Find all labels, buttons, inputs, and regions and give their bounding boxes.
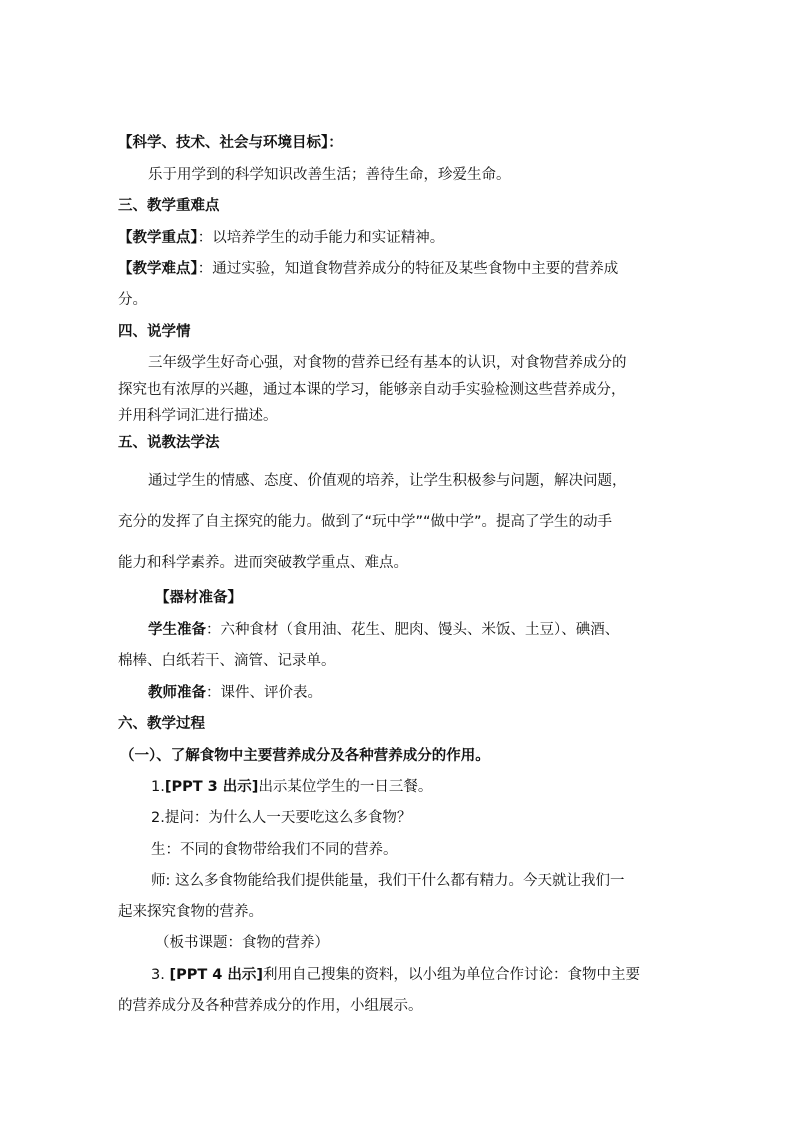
difficulty-line	[118, 259, 618, 279]
key-point-line	[118, 228, 444, 248]
student-answer-line: 生：不同的食物带给我们不同的营养。	[151, 842, 398, 858]
section-6-heading: 六、教学过程	[118, 716, 205, 732]
teacher-prep-text: ：课件、评价表。	[206, 685, 322, 701]
teacher-remark-line-2: 起来探究食物的营养。	[118, 904, 263, 920]
step-1-number: 1.	[151, 779, 165, 795]
subsection-1-heading: （一）、了解食物中主要营养成分及各种营养成分的作用。	[120, 748, 490, 764]
step-3-text: 利用自己搜集的资料，以小组为单位合作讨论：食物中主要	[263, 967, 641, 983]
student-prep-line	[148, 620, 619, 640]
section-3-heading: 三、教学重难点	[118, 198, 220, 214]
step-1-line	[151, 777, 432, 797]
step-1-text: 出示某位学生的一日三餐。	[258, 779, 433, 795]
step-1-ppt-tag: [PPT 3 出示]	[164, 779, 259, 795]
board-title-line: （板书课题：食物的营养）	[155, 935, 329, 951]
student-prep-text: ：六种食材（食用油、花生、肥肉、馒头、米饭、土豆）、碘酒、	[206, 622, 620, 638]
materials-heading: 【器材准备】	[155, 590, 242, 606]
method-paragraph-line-1: 通过学生的情感、态度、价值观的培养，让学生积极参与问题，解决问题，	[148, 473, 627, 489]
learner-paragraph-line-3: 并用科学词汇进行描述。	[118, 408, 278, 424]
student-prep-label: 学生准备	[148, 622, 206, 638]
learner-paragraph-line-2: 探究也有浓厚的兴趣，通过本课的学习，能够亲自动手实验检测这些营养成分，	[118, 382, 626, 398]
method-paragraph-line-3: 能力和科学素养。进而突破教学重点、难点。	[118, 555, 408, 571]
difficulty-text: ：通过实验，知道食物营养成分的特征及某些食物中主要的营养成	[197, 261, 619, 277]
sts-goal-heading: 【科学、技术、社会与环境目标】：	[118, 135, 343, 151]
step-3-line	[151, 965, 640, 985]
difficulty-label: 【教学难点】	[118, 261, 198, 277]
key-point-text: ：以培养学生的动手能力和实证精神。	[197, 230, 445, 246]
teacher-prep-line	[148, 683, 322, 703]
method-paragraph-line-2: 充分的发挥了自主探究的能力。做到了“玩中学”“做中学”。提高了学生的动手	[118, 514, 613, 530]
step-3-ppt-tag: [PPT 4 出示]	[169, 967, 264, 983]
teacher-prep-label: 教师准备	[148, 685, 206, 701]
step-3-number: 3.	[151, 967, 170, 983]
sts-goal-text: 乐于用学到的科学知识改善生活；善待生命，珍爱生命。	[148, 167, 511, 183]
key-point-label: 【教学重点】	[118, 230, 198, 246]
teacher-remark-line-1: 师: 这么多食物能给我们提供能量，我们干什么都有精力。今天就让我们一	[151, 873, 625, 889]
section-5-heading: 五、说教法学法	[118, 435, 220, 451]
learner-paragraph-line-1: 三年级学生好奇心强，对食物的营养已经有基本的认识，对食物营养成分的	[148, 355, 627, 371]
section-4-heading: 四、说学情	[118, 324, 191, 340]
step-3-text-cont: 的营养成分及各种营养成分的作用，小组展示。	[118, 998, 423, 1014]
difficulty-text-cont: 分。	[118, 292, 147, 308]
step-2-line: 2.提问：为什么人一天要吃这么多食物？	[151, 810, 412, 826]
student-prep-text-cont: 棉棒、白纸若干、滴管、记录单。	[118, 653, 336, 669]
